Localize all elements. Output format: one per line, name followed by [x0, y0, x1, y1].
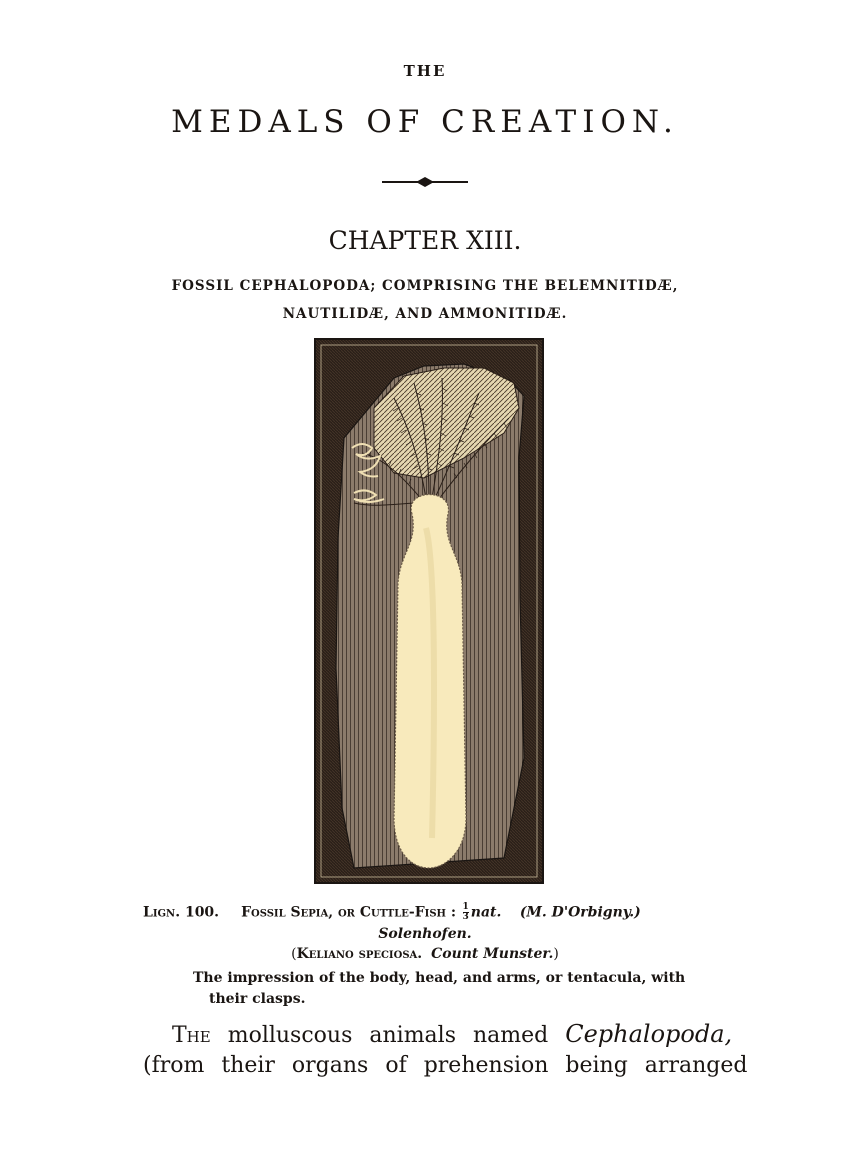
- figure-caption-line-1: [143, 903, 723, 922]
- species-name: Keliano speciosa.: [296, 946, 423, 962]
- book-title: MEDALS OF CREATION.: [171, 104, 679, 140]
- scale-fraction: $\frac{1}{3}$: [462, 902, 469, 922]
- figure-locality: Solenhofen.: [378, 926, 472, 942]
- figure-description-line-1: The impression of the body, head, and arms, or tentacula, with: [193, 970, 686, 986]
- chapter-subtitle: [0, 272, 850, 328]
- figure-caption-title: Fossil Sepia, or Cuttle-Fish :: [241, 904, 457, 921]
- term-cephalopoda: Cephalopoda,: [565, 1020, 733, 1048]
- figure-description: [193, 968, 733, 1010]
- chapter-subtitle-line-2: NAUTILIDÆ, AND AMMONITIDÆ.: [282, 306, 568, 322]
- species-authority: Count Munster.: [431, 946, 554, 962]
- pre-title: THE: [403, 62, 447, 80]
- figure-description-line-2: their clasps.: [209, 991, 306, 1007]
- body-text-line-1: The molluscous animals named Cephalopoda,: [172, 1020, 733, 1048]
- chapter-heading: CHAPTER XIII.: [328, 226, 522, 255]
- body-text-line-2: (from their organs of prehension being arranged: [143, 1053, 748, 1078]
- drop-word: The: [172, 1023, 211, 1048]
- figure-label: Lign. 100.: [143, 904, 220, 921]
- figure-authority: (M. D'Orbigny.): [519, 904, 641, 921]
- chapter-subtitle-line-1: FOSSIL CEPHALOPODA; COMPRISING THE BELEMNITIDÆ,: [171, 278, 679, 294]
- fossil-sepia-engraving: [314, 338, 544, 884]
- scale-suffix: nat.: [470, 904, 502, 921]
- figure-species: (Keliano speciosa. Count Munster.): [291, 946, 559, 962]
- divider-ornament-icon: [380, 172, 470, 192]
